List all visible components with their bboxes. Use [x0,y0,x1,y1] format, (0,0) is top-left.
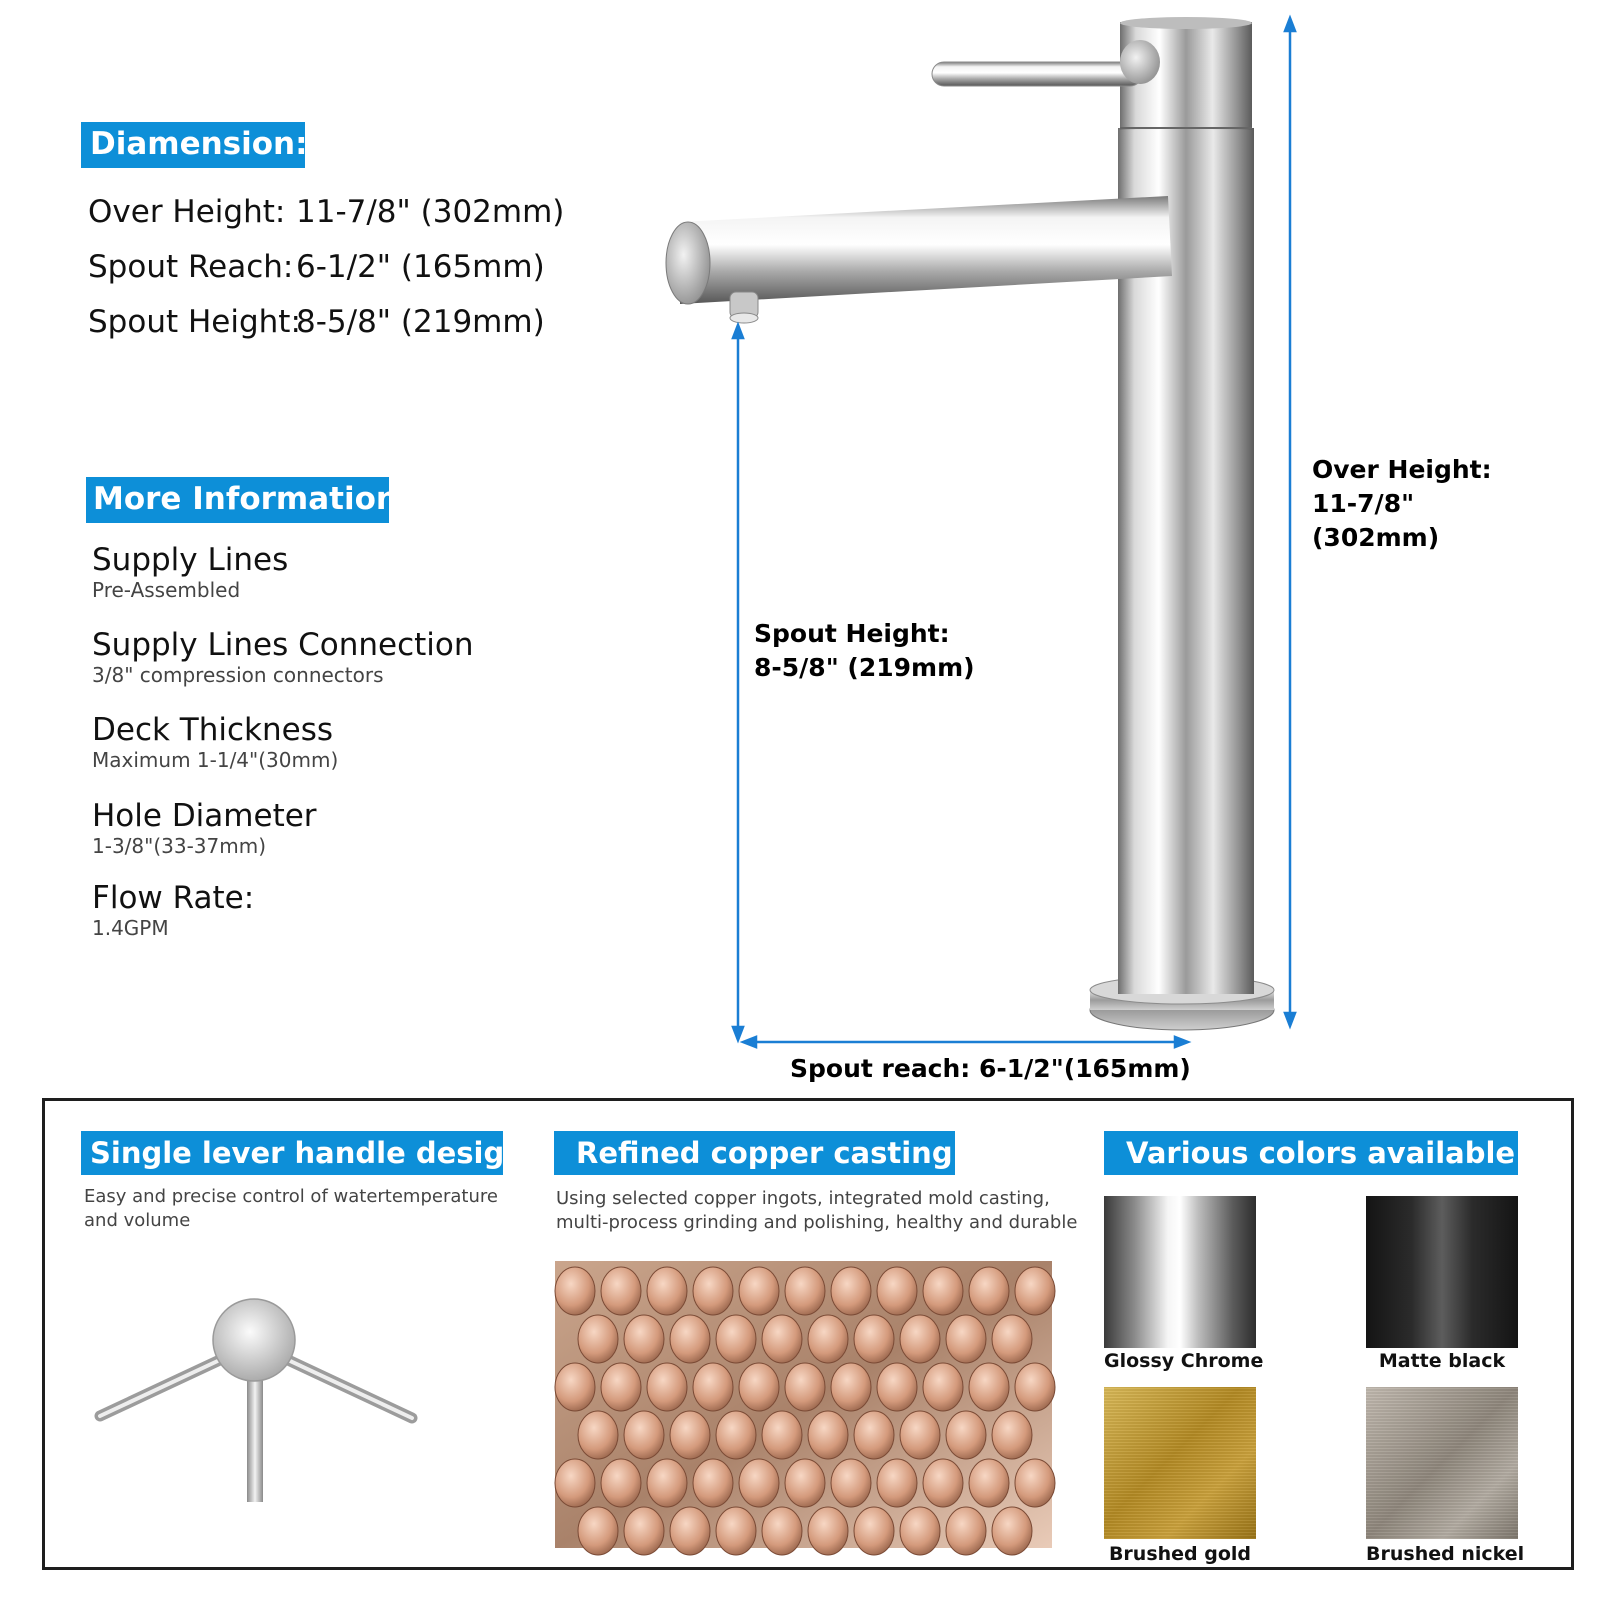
copper-ingot [693,1363,733,1411]
copper-ingot [808,1507,848,1555]
copper-ingot [923,1459,963,1507]
info-detail: 1.4GPM [92,916,169,940]
info-title: Deck Thickness [92,712,334,748]
copper-ingot [555,1363,595,1411]
more-info-heading: More Information [86,477,389,523]
copper-ingot [1015,1267,1055,1315]
over-height-value: 11-7/8" [1312,489,1415,518]
info-title: Supply Lines Connection [92,627,474,663]
copper-ingot [670,1411,710,1459]
info-title: Flow Rate: [92,880,255,916]
copper-ingot [555,1459,595,1507]
copper-ingot [693,1267,733,1315]
copper-ingot [808,1411,848,1459]
lever-handle-illustration [90,1270,420,1510]
copper-ingot [946,1411,986,1459]
info-detail: Maximum 1-1/4"(30mm) [92,748,339,772]
swatch-label: Glossy Chrome [1104,1350,1264,1372]
dimension-value: 11-7/8" (302mm) [296,194,565,230]
spout-height-label: Spout Height: [754,619,950,648]
spout-reach-annotation: Spout reach: 6-1/2"(165mm) [790,1054,1191,1083]
copper-ingot [877,1459,917,1507]
swatch-matte-black[interactable] [1366,1196,1518,1348]
feature-heading-colors: Various colors available [1104,1131,1518,1175]
copper-ingot [992,1507,1032,1555]
copper-ingot [647,1459,687,1507]
spout-height-annotation [754,617,975,685]
copper-ingot [831,1267,871,1315]
copper-ingot [601,1459,641,1507]
desc-line: Using selected copper ingots, integrated mold casting, [556,1188,1050,1209]
copper-ingot [969,1267,1009,1315]
copper-ingots-photo [555,1261,1052,1548]
copper-ingot [739,1363,779,1411]
copper-ingot [946,1315,986,1363]
feature-desc-copper-casting [556,1187,1077,1235]
copper-ingot [624,1315,664,1363]
dimension-value: 6-1/2" (165mm) [296,249,545,285]
info-title: Hole Diameter [92,798,317,834]
info-title: Supply Lines [92,542,289,578]
copper-ingot [716,1315,756,1363]
copper-ingot [739,1267,779,1315]
copper-ingot [854,1315,894,1363]
copper-ingot [877,1267,917,1315]
copper-ingot [969,1459,1009,1507]
copper-ingot [969,1363,1009,1411]
copper-ingot [1015,1363,1055,1411]
copper-ingot [785,1459,825,1507]
swatch-brushed-nickel[interactable] [1366,1387,1518,1539]
copper-ingot [854,1411,894,1459]
desc-line: multi-process grinding and polishing, healthy and durable [556,1212,1078,1233]
copper-ingot [716,1411,756,1459]
dimension-label: Spout Height: [88,304,301,340]
copper-ingot [578,1411,618,1459]
copper-ingot [877,1363,917,1411]
copper-ingot [900,1411,940,1459]
copper-ingot [1015,1459,1055,1507]
info-detail: Pre-Assembled [92,578,241,602]
copper-ingot [946,1507,986,1555]
copper-ingot [670,1507,710,1555]
copper-ingot [762,1507,802,1555]
swatch-glossy-chrome[interactable] [1104,1196,1256,1348]
copper-ingot [762,1411,802,1459]
copper-ingot [693,1459,733,1507]
feature-heading-single-lever: Single lever handle design [81,1131,503,1175]
desc-line: Easy and precise control of watertemperature [84,1186,498,1207]
copper-ingot [578,1507,618,1555]
copper-ingot [578,1315,618,1363]
swatch-label: Brushed gold [1108,1543,1252,1565]
swatch-label: Brushed nickel [1366,1543,1525,1565]
feature-heading-copper-casting: Refined copper casting [554,1131,955,1175]
dimension-label: Over Height: [88,194,286,230]
copper-ingot [923,1363,963,1411]
copper-ingot [785,1267,825,1315]
copper-ingot [647,1267,687,1315]
swatch-brushed-gold[interactable] [1104,1387,1256,1539]
copper-ingot [900,1315,940,1363]
copper-ingot [831,1363,871,1411]
copper-ingot [808,1315,848,1363]
copper-ingot [923,1267,963,1315]
copper-ingot [854,1507,894,1555]
copper-ingot [762,1315,802,1363]
dimension-heading: Diamension: [81,122,305,168]
desc-line: and volume [84,1210,191,1231]
over-height-metric: (302mm) [1312,523,1440,552]
copper-ingot [670,1315,710,1363]
copper-ingot [647,1363,687,1411]
copper-ingot [992,1315,1032,1363]
copper-ingot [992,1411,1032,1459]
dimension-value: 8-5/8" (219mm) [296,304,545,340]
swatch-label: Matte black [1378,1350,1506,1372]
copper-ingot [831,1459,871,1507]
copper-ingot [900,1507,940,1555]
over-height-label: Over Height: [1312,455,1492,484]
spout-height-value: 8-5/8" (219mm) [754,653,975,682]
dimension-label: Spout Reach: [88,249,294,285]
copper-ingot [555,1267,595,1315]
copper-ingot [624,1411,664,1459]
copper-ingot [601,1363,641,1411]
copper-ingot [601,1267,641,1315]
over-height-annotation [1312,453,1492,555]
feature-desc-single-lever [84,1185,498,1233]
info-detail: 1-3/8"(33-37mm) [92,834,267,858]
copper-ingot [785,1363,825,1411]
copper-ingot [716,1507,756,1555]
copper-ingot [624,1507,664,1555]
copper-ingot [739,1459,779,1507]
info-detail: 3/8" compression connectors [92,663,384,687]
